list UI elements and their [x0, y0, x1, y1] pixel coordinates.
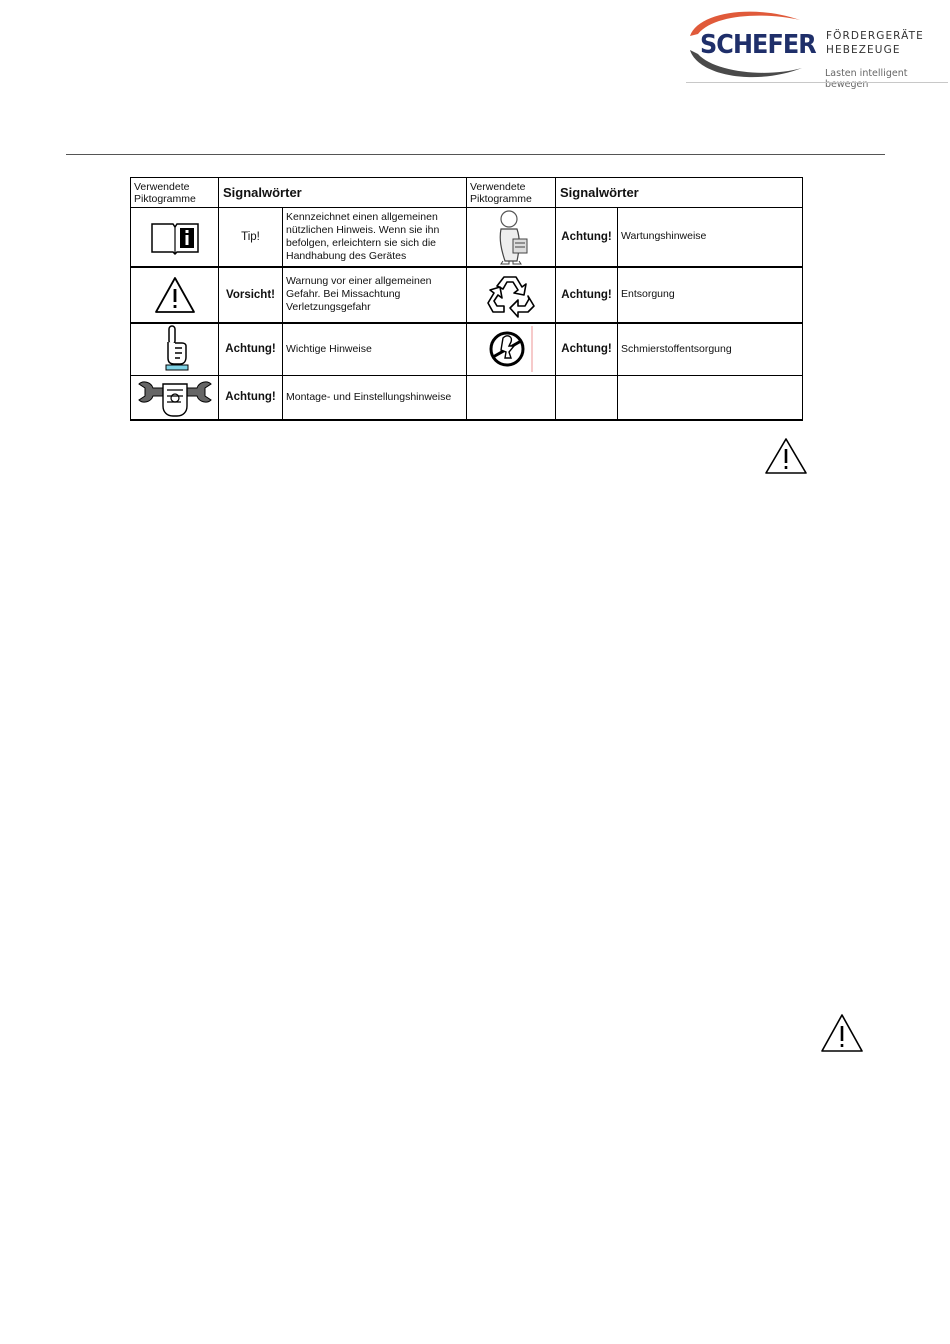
signal-description: Warnung vor einer allgemeinen Gefahr. Bei Missachtung Verletzungsgefahr — [283, 267, 467, 323]
recycling-icon — [484, 271, 538, 319]
signal-description: Entsorgung — [618, 267, 803, 323]
icon-cell — [131, 376, 219, 420]
info-book-icon — [149, 218, 201, 256]
pointing-hand-icon — [160, 324, 190, 374]
header-pictograms-1: Verwendete Piktogramme — [131, 178, 219, 208]
warning-triangle-icon — [764, 437, 808, 475]
icon-cell — [131, 267, 219, 323]
empty-cell — [618, 376, 803, 420]
signal-word: Vorsicht! — [219, 267, 283, 323]
signal-description: Kennzeichnet einen allgemeinen nützlichen Hinweis. Wenn sie ihn befolgen, erleichtern sie sich die Handhabung des Gerätes — [283, 208, 467, 267]
header-divider — [66, 154, 885, 155]
signal-word: Achtung! — [556, 208, 618, 267]
empty-cell — [556, 376, 618, 420]
signal-description: Wartungshinweise — [618, 208, 803, 267]
icon-cell — [131, 208, 219, 267]
signal-description: Montage- und Einstellungshinweise — [283, 376, 467, 420]
warning-triangle-icon — [153, 275, 197, 315]
logo-line-2: HEBEZEUGE — [826, 44, 901, 56]
table-row — [131, 208, 803, 267]
logo-name: SCHEFER — [700, 30, 816, 60]
table-row — [131, 376, 803, 420]
signal-description: Schmierstoffentsorgung — [618, 323, 803, 376]
pictogram-table — [130, 177, 803, 421]
table-header-row — [131, 178, 803, 208]
maintenance-figure-icon — [489, 209, 533, 265]
icon-cell — [131, 323, 219, 376]
signal-word: Achtung! — [556, 323, 618, 376]
signal-description: Wichtige Hinweise — [283, 323, 467, 376]
icon-cell — [467, 323, 556, 376]
lubricant-disposal-icon — [481, 324, 541, 374]
icon-cell — [467, 267, 556, 323]
table-row — [131, 267, 803, 323]
signal-word: Achtung! — [219, 376, 283, 420]
header-signal-words-1: Signalwörter — [219, 178, 467, 208]
logo-line-1: FÖRDERGERÄTE — [826, 30, 924, 42]
table-row — [131, 323, 803, 376]
wrench-hand-icon — [135, 376, 215, 418]
logo-tagline: Lasten intelligent bewegen — [825, 68, 908, 90]
signal-word: Achtung! — [219, 323, 283, 376]
signal-word: Tip! — [219, 208, 283, 267]
signal-word: Achtung! — [556, 267, 618, 323]
header-signal-words-2: Signalwörter — [556, 178, 803, 208]
icon-cell — [467, 208, 556, 267]
logo-rule — [686, 82, 948, 83]
warning-triangle-icon — [820, 1013, 864, 1053]
header-pictograms-2: Verwendete Piktogramme — [467, 178, 556, 208]
company-logo — [684, 6, 950, 90]
empty-cell — [467, 376, 556, 420]
